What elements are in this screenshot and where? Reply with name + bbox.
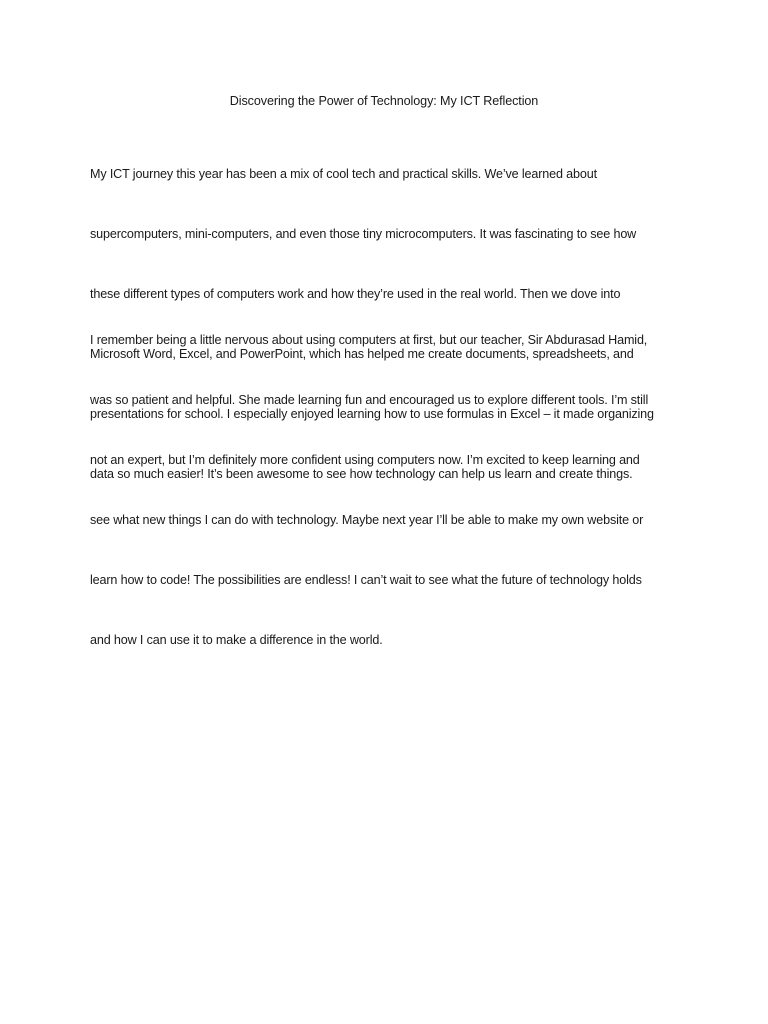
paragraph-line: I remember being a little nervous about using computers at first, but our teacher, Sir Abdurasad Hamid, [90,333,648,347]
paragraph-2 [90,290,690,690]
paragraph-line: see what new things I can do with technology. Maybe next year I’ll be able to make my own website or [90,513,644,527]
paragraph-line: Microsoft Word, Excel, and PowerPoint, which has helped me create documents, spreadsheets, and [90,347,634,361]
paragraph-line: supercomputers, mini-computers, and even those tiny microcomputers. It was fascinating to see how [90,227,637,241]
paragraph-line: learn how to code! The possibilities are endless! I can’t wait to see what the future of technology holds [90,573,642,587]
document-title: Discovering the Power of Technology: My ICT Reflection [229,94,539,108]
paragraph-line: these different types of computers work and how they’re used in the real world. Then we dove into [90,287,621,301]
paragraph-line: not an expert, but I’m definitely more confident using computers now. I’m excited to keep learning and [90,453,640,467]
paragraph-line: data so much easier! It’s been awesome to see how technology can help us learn and create things. [90,467,633,481]
paragraph-line: presentations for school. I especially enjoyed learning how to use formulas in Excel – it made organizing [90,407,654,421]
paragraph-line: My ICT journey this year has been a mix of cool tech and practical skills. We’ve learned about [90,167,597,181]
paragraph-line: was so patient and helpful. She made learning fun and encouraged us to explore different tools. I’m still [90,393,649,407]
paragraph-line: and how I can use it to make a difference in the world. [90,633,383,647]
